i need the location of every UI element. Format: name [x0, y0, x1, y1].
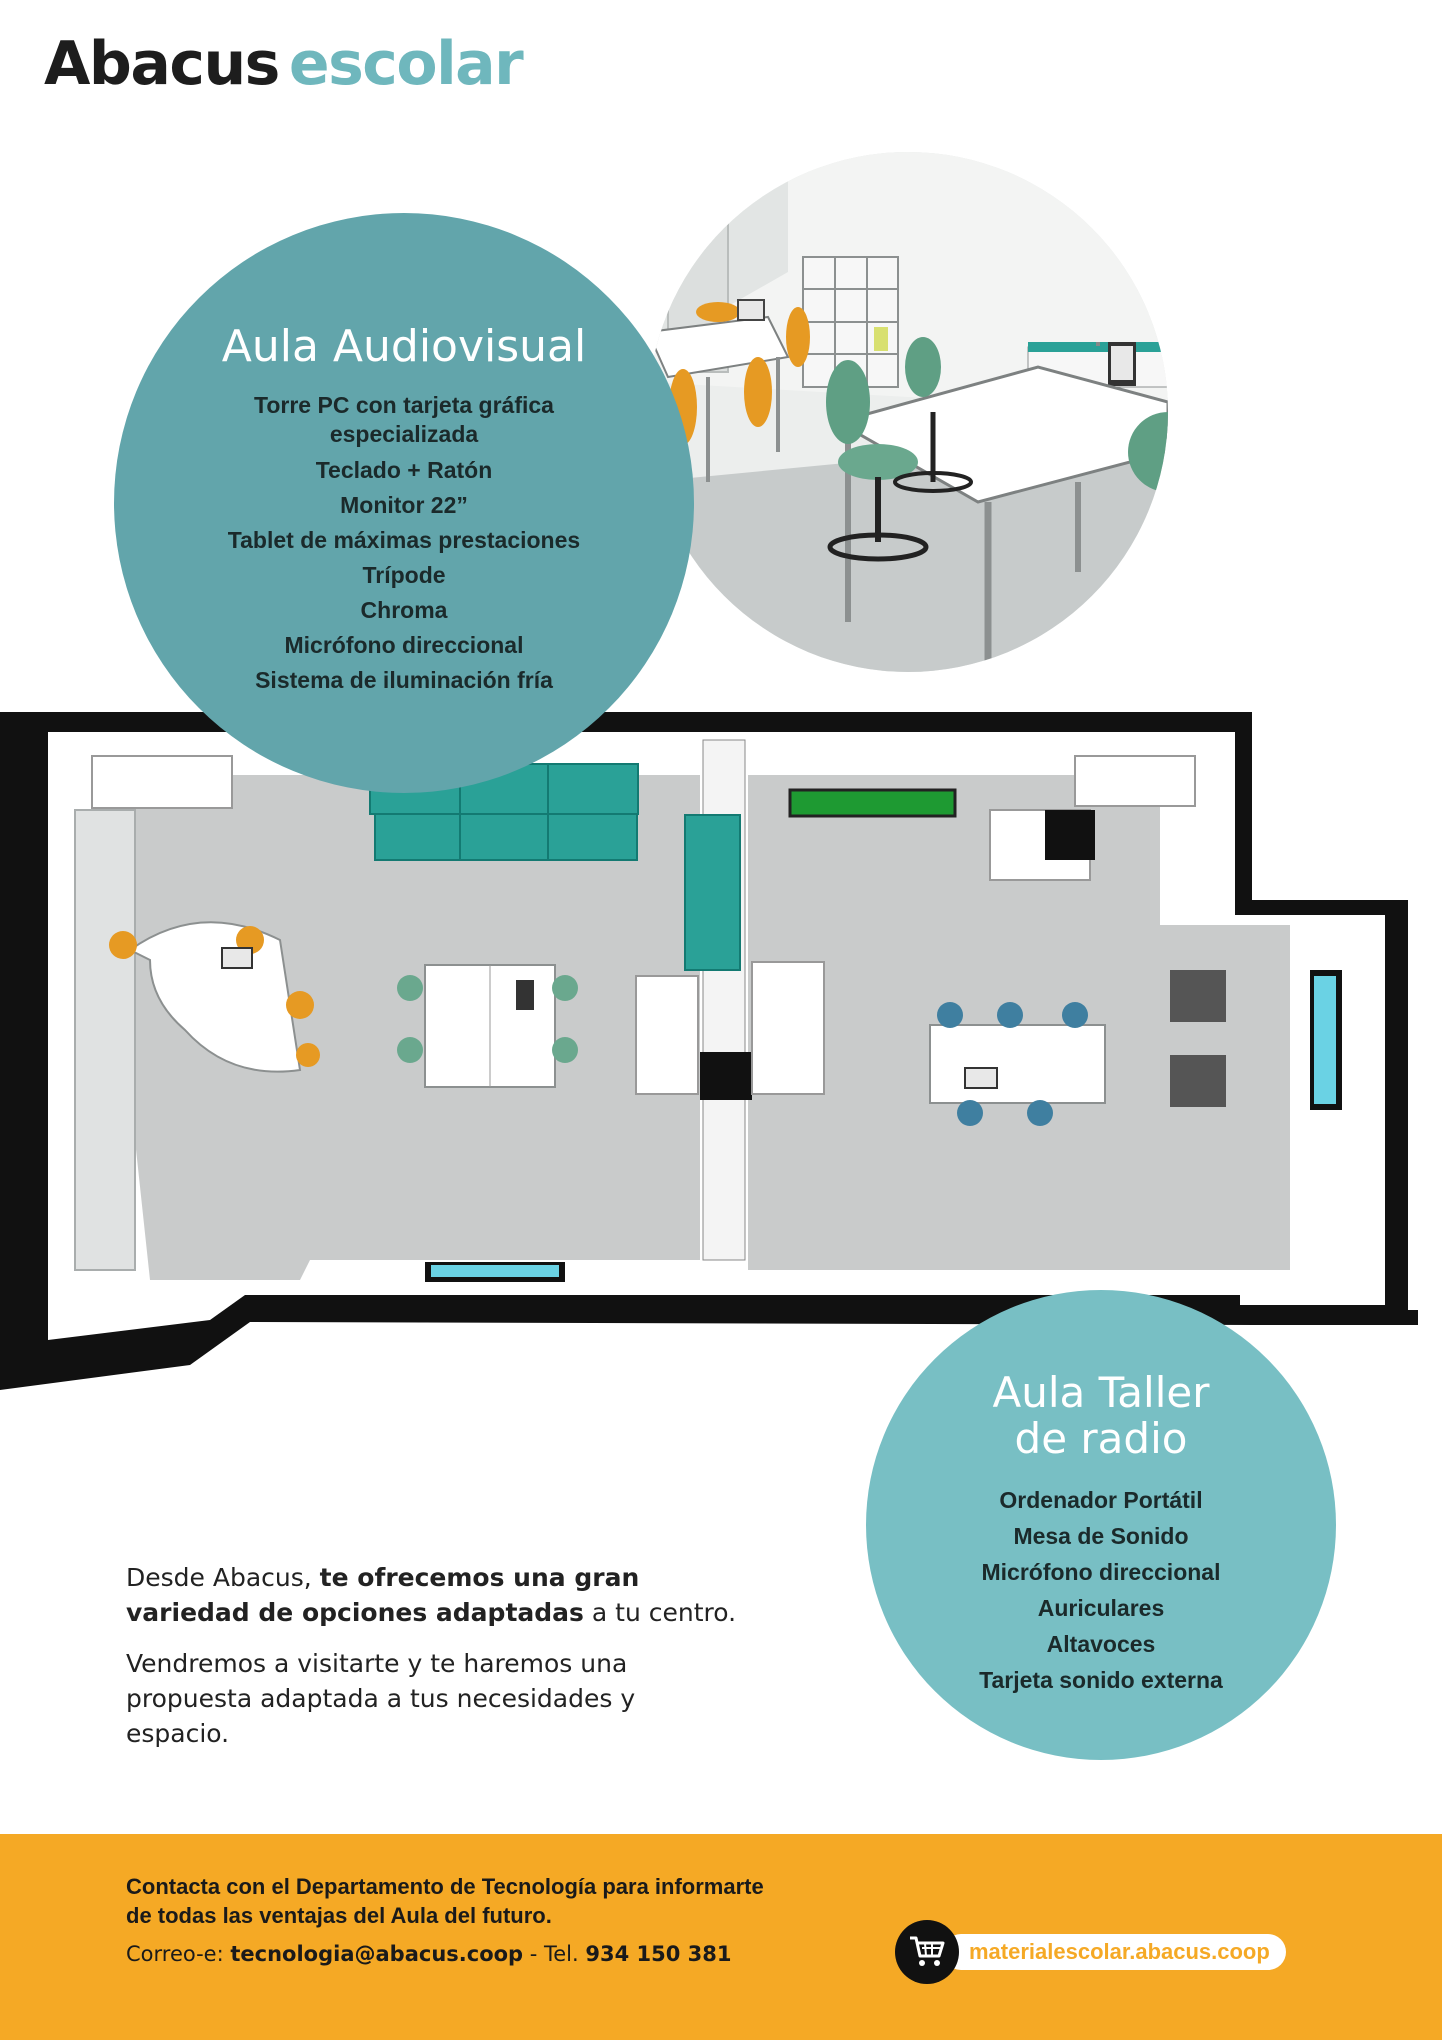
- aula-audiovisual-list: [214, 391, 594, 698]
- aula-radio-title-line1: Aula Taller: [992, 1368, 1210, 1417]
- list-item: Chroma: [360, 597, 448, 624]
- list-item: Sistema de iluminación fría: [255, 667, 553, 694]
- contact-lead: Contacta con el Departamento de Tecnología para informarte de todas las ventajas del Aula del futuro.: [126, 1874, 764, 1928]
- aula-radio-list: [979, 1482, 1223, 1698]
- contact-block: [126, 1872, 766, 1966]
- list-item: Trípode: [362, 562, 446, 589]
- intro-p1-start: Desde Abacus,: [126, 1563, 320, 1592]
- aula-audiovisual-bubble: [114, 213, 694, 793]
- shop-url[interactable]: materialescolar.abacus.coop: [969, 1939, 1270, 1964]
- intro-text: [126, 1560, 746, 1751]
- contact-footer: [0, 1834, 1442, 2040]
- intro-paragraph-2: Vendremos a visitarte y te haremos una propuesta adaptada a tus necesidades y espacio.: [126, 1649, 636, 1748]
- list-item: Teclado + Ratón: [315, 457, 493, 484]
- phone-number[interactable]: 934 150 381: [585, 1942, 732, 1966]
- phone-label: - Tel.: [523, 1942, 586, 1966]
- classroom-photo: [648, 152, 1168, 672]
- list-item: Tarjeta sonido externa: [979, 1667, 1223, 1694]
- aula-radio-title-line2: de radio: [1014, 1414, 1188, 1464]
- email-link[interactable]: tecnologia@abacus.coop: [230, 1942, 524, 1966]
- shop-link[interactable]: [895, 1921, 1286, 1983]
- shop-url-pill[interactable]: [943, 1934, 1286, 1970]
- email-label: Correo-e:: [126, 1942, 231, 1966]
- list-item: Tablet de máximas prestaciones: [227, 527, 581, 554]
- aula-radio-title: [993, 1370, 1210, 1462]
- logo-brand: Abacus: [44, 29, 279, 99]
- list-item: Ordenador Portátil: [999, 1487, 1203, 1514]
- contact-line: [126, 1942, 766, 1966]
- list-item: Monitor 22”: [340, 492, 468, 519]
- list-item: Altavoces: [1046, 1631, 1156, 1658]
- shopping-cart-icon: [895, 1920, 959, 1984]
- intro-p1-end: a tu centro.: [583, 1598, 737, 1627]
- intro-p1-highlight: te ofrecemos una gran variedad de opciones adaptadas: [126, 1563, 640, 1627]
- abacus-escolar-logo: [44, 29, 523, 99]
- list-item: Torre PC con tarjeta gráfica especializada: [254, 392, 554, 448]
- list-item: Micrófono direccional: [284, 632, 524, 659]
- list-item: Mesa de Sonido: [1013, 1523, 1189, 1550]
- list-item: Micrófono direccional: [981, 1559, 1221, 1586]
- list-item: Auriculares: [1037, 1595, 1165, 1622]
- intro-paragraph-1: [126, 1560, 746, 1630]
- floor-plan: [0, 700, 1442, 1400]
- aula-radio-bubble: [866, 1290, 1336, 1760]
- aula-audiovisual-title: Aula Audiovisual: [221, 321, 587, 372]
- logo-sub: escolar: [288, 29, 523, 99]
